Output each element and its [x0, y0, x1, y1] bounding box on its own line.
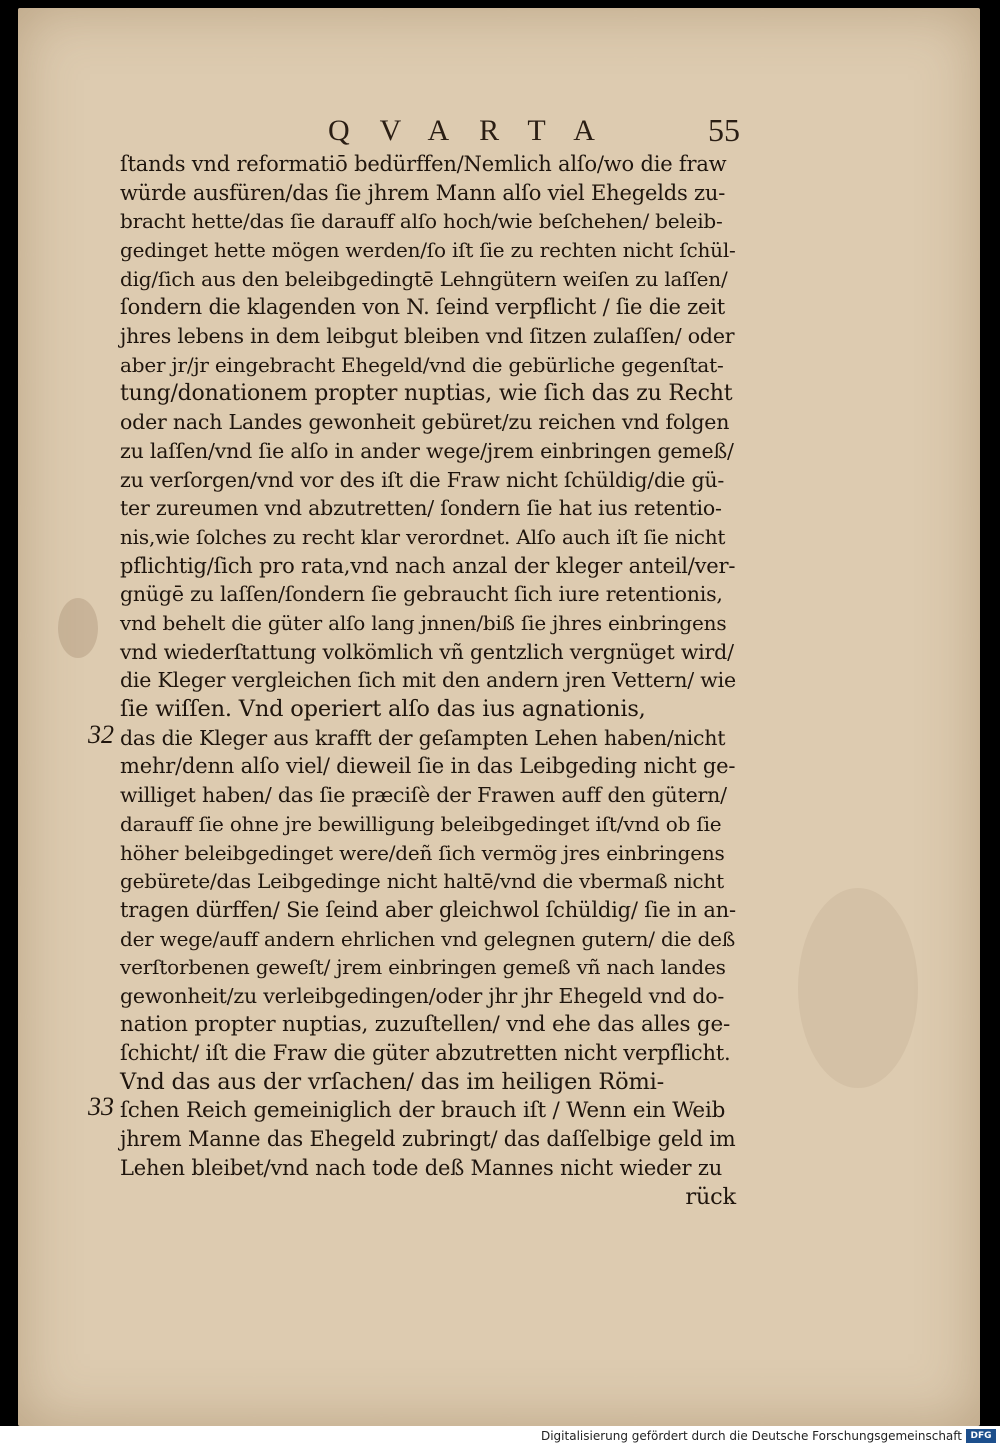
- text-line: aber jr/jr eingebracht Ehegeld/vnd die gebürliche gegenſtat-: [120, 352, 724, 377]
- text-line: bracht hette/das ſie darauff alſo hoch/wie beſchehen/ beleib-: [120, 209, 723, 234]
- text-line: ter zureumen vnd abzutretten/ ſondern ſie hat ius retentio-: [120, 496, 722, 521]
- text-line: die Kleger vergleichen ſich mit den andern jren Vettern/ wie: [120, 668, 736, 693]
- running-head: QVARTA: [328, 114, 625, 147]
- text-line: vnd behelt die güter alſo lang jnnen/biß ſie jhres einbringens: [120, 611, 727, 635]
- dfg-logo: DFG: [966, 1429, 996, 1443]
- catchword: rück: [685, 1183, 736, 1210]
- text-line: tragen dürffen/ Sie ſeind aber gleichwol ſchüldig/ ſie in an-: [120, 897, 736, 922]
- text-line: mehr/denn alſo viel/ dieweil ſie in das Leibgeding nicht ge-: [120, 754, 736, 779]
- text-line: ſondern die klagenden von N. ſeind verpflicht / ſie die zeit: [120, 295, 726, 320]
- page-header: [300, 112, 740, 152]
- text-line: pflichtig/ſich pro rata,vnd nach anzal der kleger anteil/ver-: [120, 553, 736, 578]
- footer-bar: [0, 1426, 1000, 1447]
- margin-note-32: 32: [88, 720, 114, 749]
- text-line: gebürete/das Leibgedinge nicht haltē/vnd die vbermaß nicht: [120, 869, 724, 894]
- text-line: jhrem Manne das Ehegeld zubringt/ das daſſelbige geld im: [120, 1127, 736, 1152]
- funding-credit: Digitalisierung gefördert durch die Deutsche Forschungsgemeinschaft: [540, 1429, 962, 1443]
- text-line: das die Kleger aus krafft der geſampten Lehen haben/nicht: [120, 725, 726, 750]
- text-line: jhres lebens in dem leibgut bleiben vnd ſitzen zulaſſen/ oder: [120, 324, 735, 349]
- text-line: würde ausfüren/das ſie jhrem Mann alſo viel Ehegelds zu-: [120, 180, 726, 205]
- text-line: ſchicht/ iſt die Fraw die güter abzutretten nicht verpflicht.: [120, 1041, 731, 1066]
- text-line: oder nach Landes gewonheit gebüret/zu reichen vnd folgen: [120, 410, 730, 435]
- text-line: vnd wiederſtattung volkömlich vñ gentzlich vergnüget wird/: [120, 639, 734, 664]
- text-line: Vnd das aus der vrſachen/ das im heiligen Römi-: [120, 1069, 665, 1095]
- text-line: zu laſſen/vnd ſie alſo in ander wege/jrem einbringen gemeß/: [120, 438, 734, 463]
- paper-stain: [798, 888, 918, 1088]
- text-line: darauff ſie ohne jre bewilligung beleibgedinget iſt/vnd ob ſie: [120, 811, 722, 836]
- margin-note-33: 33: [88, 1092, 114, 1121]
- text-line: höher beleibgedinget were/deñ ſich vermög jres einbringens: [120, 840, 725, 865]
- text-line: gnügē zu laſſen/ſondern ſie gebraucht ſich iure retentionis,: [120, 582, 723, 607]
- text-line: zu verſorgen/vnd vor des iſt die Fraw nicht ſchüldig/die gü-: [120, 467, 725, 492]
- text-line: der wege/auff andern ehrlichen vnd gelegnen gutern/ die deß: [120, 926, 735, 951]
- text-line: verſtorbenen geweſt/ jrem einbringen gemeß vñ nach landes: [120, 955, 726, 980]
- text-line: dig/ſich aus den beleibgedingtē Lehngütern weiſen zu laſſen/: [120, 266, 728, 291]
- text-line: gewonheit/zu verleibgedingen/oder jhr jhr Ehegeld vnd do-: [120, 983, 725, 1008]
- text-line: williget haben/ das ſie præciſè der Frawen auff den gütern/: [120, 783, 727, 808]
- text-line: ſtands vnd reformatiō bedürffen/Nemlich alſo/wo die fraw: [120, 152, 727, 176]
- text-line: nation propter nuptias, zuzuſtellen/ vnd ehe das alles ge-: [120, 1011, 731, 1037]
- text-line: Lehen bleibet/vnd nach tode deß Mannes nicht wieder zu: [120, 1156, 723, 1181]
- text-line: tung/donationem propter nuptias, wie ſich das zu Recht: [120, 380, 733, 406]
- text-line: gedinget hette mögen werden/ſo iſt ſie zu rechten nicht ſchül-: [120, 238, 736, 263]
- paper-stain: [58, 598, 98, 658]
- text-line: ſie wiſſen. Vnd operiert alſo das ius agnationis,: [120, 696, 646, 723]
- body-text: [120, 150, 736, 1211]
- page-number: 55: [708, 112, 740, 148]
- text-line: nis,wie ſolches zu recht klar verordnet. Alſo auch iſt ſie nicht: [120, 524, 726, 549]
- text-line: ſchen Reich gemeiniglich der brauch iſt / Wenn ein Weib: [120, 1097, 726, 1123]
